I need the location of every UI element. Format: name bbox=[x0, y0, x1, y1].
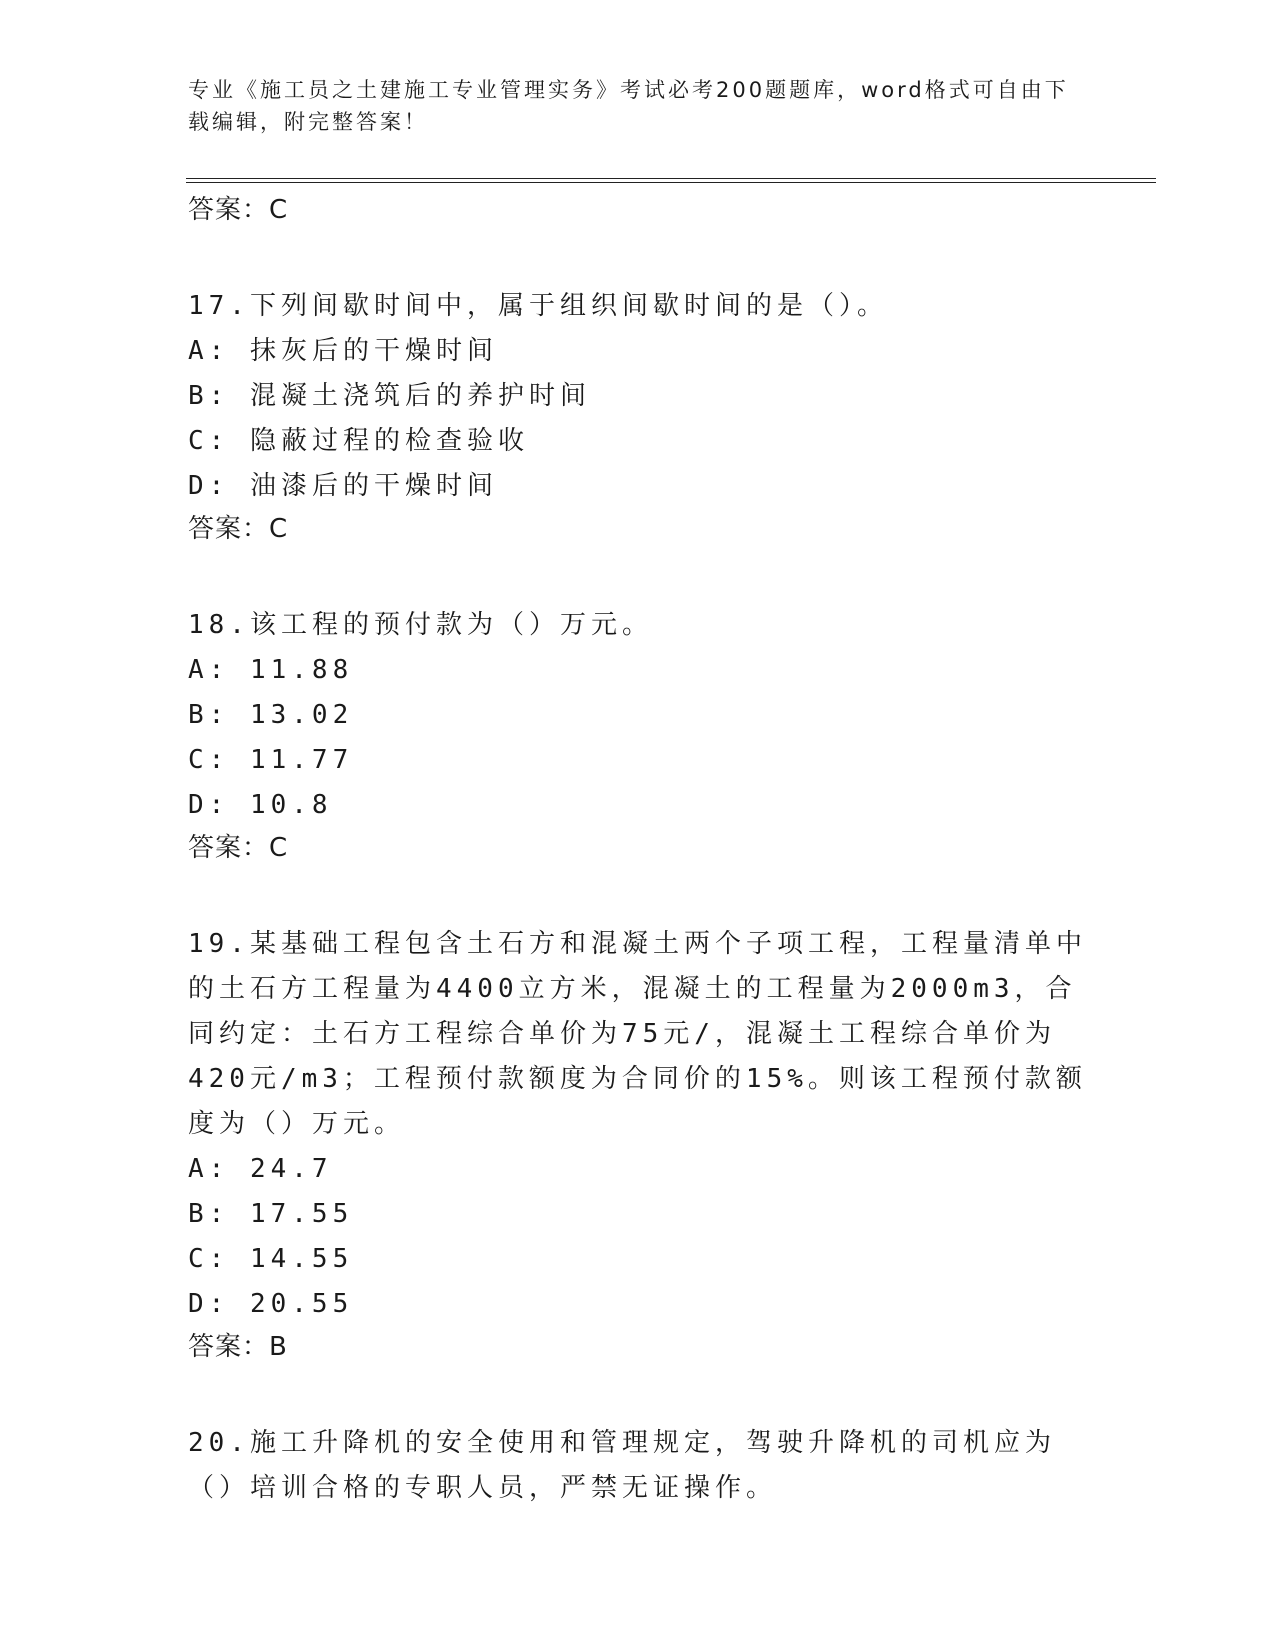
document-header: 专业《施工员之土建施工专业管理实务》考试必考200题题库，word格式可自由下载编辑，附完整答案！ bbox=[188, 78, 1069, 134]
header-divider bbox=[186, 178, 1156, 183]
option-c: C: 11.77 bbox=[188, 745, 354, 775]
question-block bbox=[188, 284, 1088, 553]
answer-line: 答案：C bbox=[188, 833, 289, 863]
option-b: B: 13.02 bbox=[188, 700, 354, 730]
option-d: D: 油漆后的干燥时间 bbox=[188, 471, 498, 501]
question-text: 20.施工升降机的安全使用和管理规定，驾驶升降机的司机应为（）培训合格的专职人员，严禁无证操作。 bbox=[188, 1428, 1056, 1503]
question-text: 17.下列间歇时间中，属于组织间歇时间的是（）。 bbox=[188, 291, 888, 321]
option-b: B: 17.55 bbox=[188, 1199, 354, 1229]
question-text: 18.该工程的预付款为（）万元。 bbox=[188, 610, 653, 640]
question-list bbox=[188, 190, 1088, 1511]
option-b: B: 混凝土浇筑后的养护时间 bbox=[188, 381, 591, 411]
question-block bbox=[188, 922, 1088, 1371]
option-a: A: 24.7 bbox=[188, 1154, 333, 1184]
option-a: A: 抹灰后的干燥时间 bbox=[188, 336, 498, 366]
option-a: A: 11.88 bbox=[188, 655, 354, 685]
answer-line: 答案：C bbox=[188, 195, 289, 225]
question-block bbox=[188, 603, 1088, 872]
answer-line: 答案：C bbox=[188, 514, 289, 544]
option-d: D: 10.8 bbox=[188, 790, 333, 820]
answer-line: 答案：B bbox=[188, 1332, 288, 1362]
option-c: C: 14.55 bbox=[188, 1244, 354, 1274]
option-d: D: 20.55 bbox=[188, 1289, 354, 1319]
option-c: C: 隐蔽过程的检查验收 bbox=[188, 426, 529, 456]
question-block bbox=[188, 1421, 1088, 1511]
question-text: 19.某基础工程包含土石方和混凝土两个子项工程，工程量清单中的土石方工程量为4400立方米，混凝土的工程量为2000m3，合同约定：土石方工程综合单价为75元/，混凝土工程综合单价为420元/m3；工程预付款额度为合同价的15%。则该工程预付款额度为（）万元。 bbox=[188, 929, 1087, 1139]
